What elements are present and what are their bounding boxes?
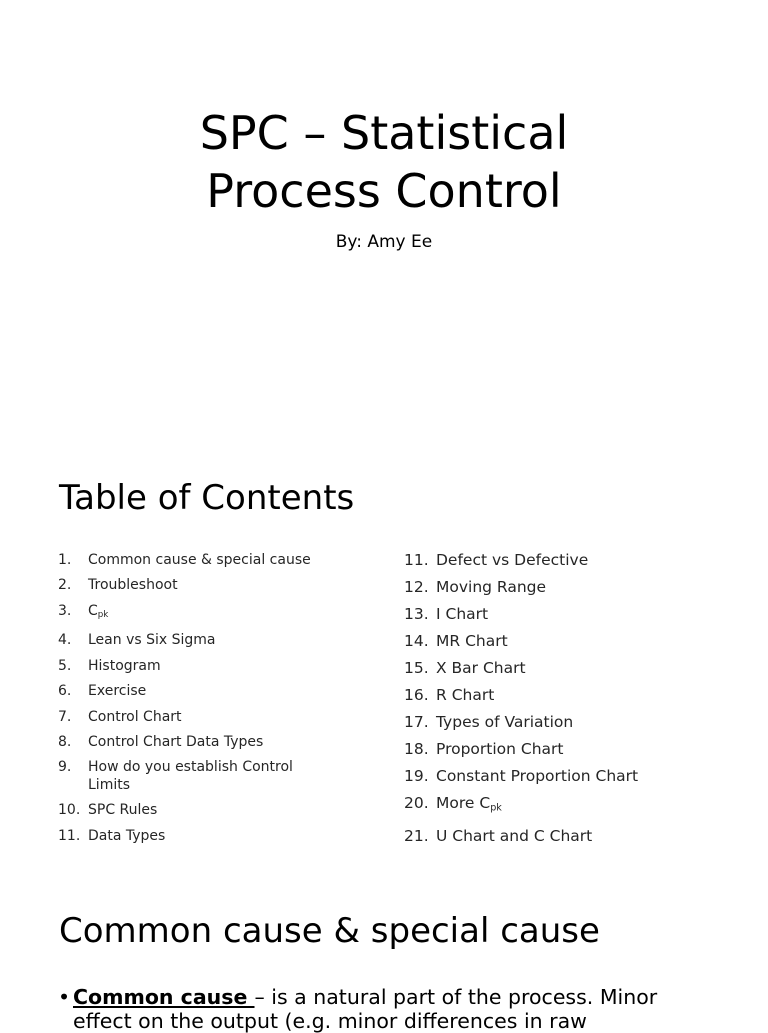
toc-item: [58, 758, 358, 794]
toc-item-number: 5.: [58, 657, 72, 674]
toc-item-label-text: Moving Range: [436, 578, 547, 597]
toc-item-label-text: Constant Proportion Chart: [436, 767, 639, 786]
toc-item-number: 4.: [58, 632, 72, 649]
toc-item-label: [436, 604, 488, 624]
toc-item: [404, 712, 734, 732]
toc-item-number: 1.: [58, 552, 72, 568]
toc-item: [58, 657, 358, 675]
toc-item-number: 11.: [404, 551, 429, 569]
toc-item-label-text: I Chart: [436, 605, 489, 624]
toc-item: [58, 801, 358, 819]
toc-item: [58, 576, 358, 594]
toc-item-label-text: Control Chart: [88, 708, 182, 725]
toc-item-label-text: Exercise: [88, 683, 147, 700]
toc-item-label-text: MR Chart: [436, 632, 508, 651]
toc-left-column: [58, 551, 358, 852]
toc-item-label: [436, 766, 638, 786]
toc-item: [58, 708, 358, 726]
toc-item: [404, 826, 734, 846]
toc-item: [58, 827, 358, 845]
toc-item-number: 18.: [404, 740, 429, 759]
toc-right-column: [404, 550, 734, 853]
toc-item-label: [436, 712, 573, 732]
toc-item-label: [88, 827, 318, 845]
bullet-term: Common cause: [73, 985, 255, 1009]
toc-item-label: [88, 631, 318, 649]
toc-item: [404, 577, 734, 597]
author-byline: By: Amy Ee: [335, 232, 433, 252]
toc-item-label: [88, 708, 318, 726]
bullet-dot-icon: •: [58, 985, 71, 1009]
toc-item-label: [88, 657, 318, 675]
toc-item-number: 12.: [404, 578, 429, 597]
toc-item: [58, 602, 358, 624]
toc-item-label-text: Histogram: [88, 657, 161, 674]
toc-item-number: 8.: [58, 733, 72, 750]
toc-item-label-text: How do you establish Control Limits: [88, 759, 293, 794]
toc-item-label: [436, 631, 508, 651]
bullet-common-cause: [58, 985, 718, 1033]
toc-item-label-text: Troubleshoot: [88, 577, 178, 594]
toc-item-number: 10.: [58, 802, 81, 819]
toc-item: [404, 793, 734, 818]
toc-item-label-text: C: [88, 602, 98, 619]
toc-item-number: 6.: [58, 683, 72, 700]
toc-item: [404, 739, 734, 759]
toc-item-label: [88, 551, 318, 569]
toc-item-label: [88, 576, 318, 594]
toc-item-label-text: More C: [436, 794, 491, 813]
toc-item-label: [436, 577, 546, 597]
toc-heading: Table of Contents: [59, 478, 355, 518]
toc-item-label: [436, 658, 526, 678]
toc-item-label: [436, 550, 588, 570]
toc-item: [404, 550, 734, 570]
bullet-body: – is a natural part of the process. Minor effect on the output (e.g. minor differences in raw: [73, 985, 658, 1033]
toc-item-number: 7.: [58, 708, 72, 725]
toc-item-number: 19.: [404, 767, 429, 786]
toc-item-label-text: Lean vs Six Sigma: [88, 632, 216, 649]
toc-item-label: [88, 602, 318, 624]
toc-item: [404, 631, 734, 651]
slide-title: [0, 104, 768, 220]
slide-title-line-2: Process Control: [206, 164, 562, 218]
toc-item: [404, 685, 734, 705]
toc-item-label: [88, 758, 318, 794]
bullet-text: [58, 985, 718, 1033]
toc-item: [58, 682, 358, 700]
toc-item-number: 11.: [58, 827, 81, 844]
toc-item-label-text: U Chart and C Chart: [436, 826, 593, 845]
toc-item-label-text: R Chart: [436, 686, 495, 705]
toc-item-label-text: Types of Variation: [436, 713, 574, 732]
toc-item-number: 13.: [404, 605, 429, 624]
toc-item: [404, 658, 734, 678]
toc-item-label-text: Control Chart Data Types: [88, 733, 264, 750]
toc-item-label-text: Proportion Chart: [436, 740, 564, 759]
toc-item-number: 3.: [58, 602, 72, 619]
toc-item: [404, 604, 734, 624]
toc-item-label-text: Data Types: [88, 827, 166, 844]
toc-item-label-text: X Bar Chart: [436, 659, 526, 678]
toc-item-number: 9.: [58, 759, 72, 776]
toc-item-subscript: pk: [490, 802, 502, 814]
toc-item-label-text: Defect vs Defective: [436, 551, 589, 569]
section-heading: Common cause & special cause: [59, 911, 600, 951]
toc-item-label: [88, 733, 318, 751]
toc-item-label: [436, 826, 592, 846]
toc-item-label-text: Common cause & special cause: [88, 552, 311, 568]
toc-item: [404, 766, 734, 786]
toc-item: [58, 733, 358, 751]
toc-item-label: [88, 682, 318, 700]
toc-item: [58, 551, 358, 569]
toc-item-number: 20.: [404, 794, 429, 813]
toc-item: [58, 631, 358, 649]
toc-item-label: [88, 801, 318, 819]
slide-title-line-1: SPC – Statistical: [199, 106, 569, 160]
toc-item-number: 16.: [404, 686, 429, 705]
toc-item-subscript: pk: [97, 609, 109, 620]
toc-item-label: [436, 793, 502, 818]
toc-item-number: 15.: [404, 659, 429, 678]
toc-item-label-text: SPC Rules: [88, 802, 158, 819]
toc-item-number: 14.: [404, 632, 429, 651]
toc-item-number: 17.: [404, 713, 429, 732]
toc-item-number: 21.: [404, 826, 429, 845]
toc-item-number: 2.: [58, 577, 72, 594]
toc-item-label: [436, 739, 564, 759]
toc-item-label: [436, 685, 494, 705]
